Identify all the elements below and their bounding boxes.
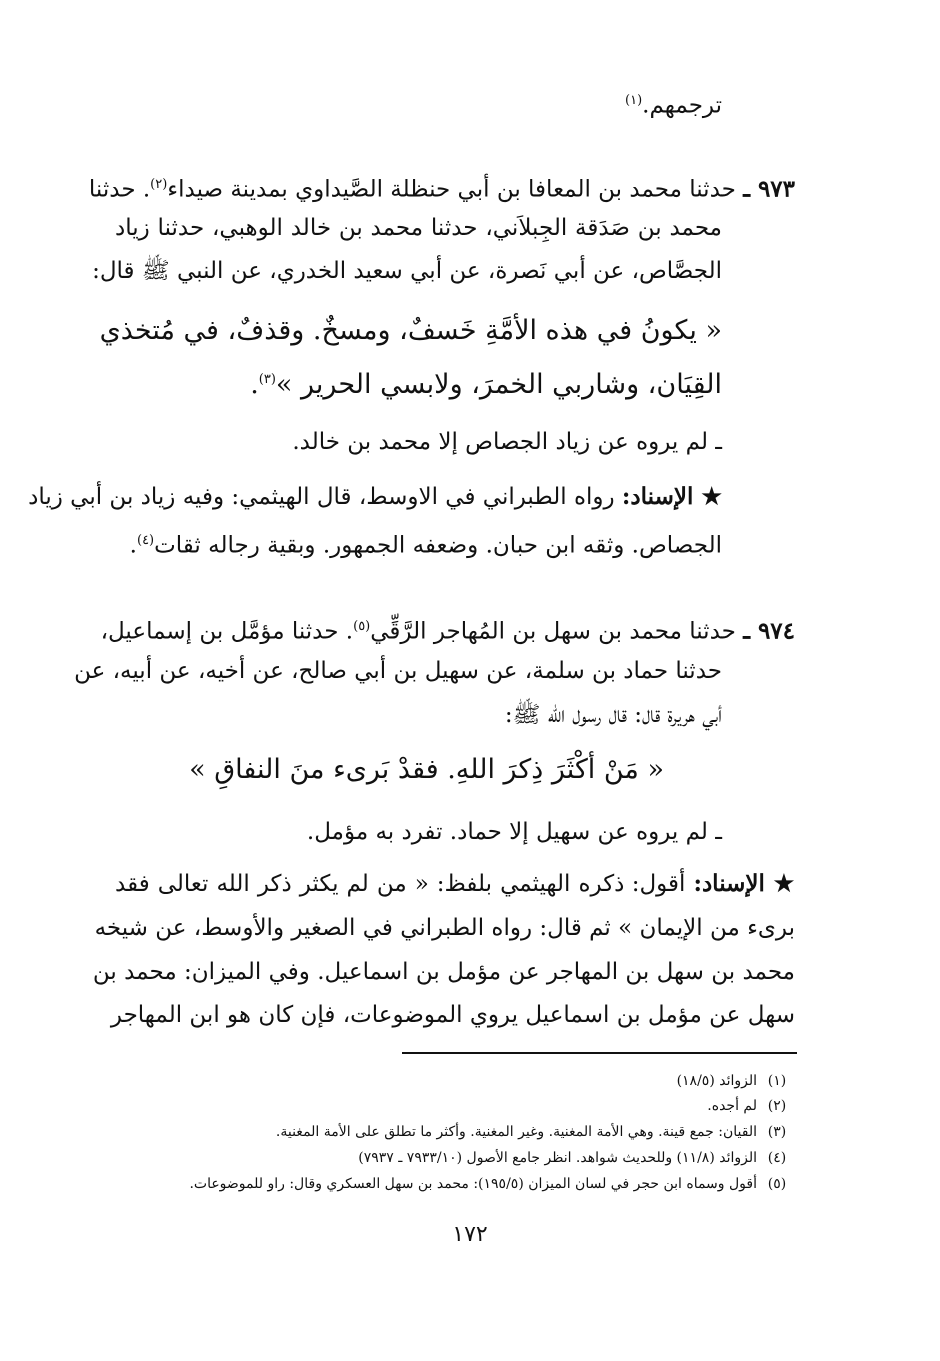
hadith-974-isnad-3: [92, 957, 795, 987]
hadith-974-line-2: [74, 656, 722, 686]
footnote-ref: (١): [625, 93, 643, 108]
isnad-text: الجصاص. وثقه ابن حبان. وضعفه الجمهور. وبقية رجاله ثقات: [154, 532, 722, 559]
matn-text: « يكونُ في هذه الأمَّةِ خَسفٌ، ومسخٌ. وقذفٌ، في مُتخذي: [99, 315, 722, 346]
footnote-number: (٢): [767, 1098, 787, 1114]
hadith-973-matn-2: [250, 363, 722, 402]
hadith-text: . حدثنا مؤمَّل بن إسماعيل،: [100, 618, 354, 645]
hadith-973-line-3: [92, 256, 722, 286]
hadith-number: ٩٧٣ ـ: [743, 175, 795, 203]
footnote-number: (٤): [767, 1150, 787, 1166]
footnote-text: لم أجده.: [707, 1098, 757, 1114]
page-number: ١٧٢: [452, 1222, 488, 1247]
hadith-text: حدثنا محمد بن المعافا بن أبي حنظلة الصَّيداوي بمدينة صيداء: [167, 176, 736, 203]
matn-text: « مَنْ أكْثَرَ ذِكرَ اللهِ. فقدْ بَرىء منَ النفاقِ »: [189, 754, 664, 785]
isnad-text: .: [129, 532, 137, 559]
hadith-973-line-2: [115, 213, 722, 243]
hadith-text: محمد بن صَدَقة الجِبلاَني، حدثنا محمد بن خالد الوهبي، حدثنا زياد: [115, 215, 722, 241]
hadith-text: حدثنا حماد بن سلمة، عن سهيل بن أبي صالح، عن أخيه، عن أبيه، عن: [74, 658, 722, 684]
hadith-974-note: [307, 817, 722, 847]
isnad-text: محمد بن سهل بن المهاجر عن مؤمل بن اسماعيل. وفي الميزان: محمد بن: [92, 959, 795, 985]
hadith-text: حدثنا محمد بن سهل بن المُهاجر الرَّقِّي: [370, 618, 736, 645]
footnote-text: أقول وسماه ابن حجر في لسان الميزان (١٩٥/٥): محمد بن سهل العسكري وقال: راو للموضوعات.: [189, 1176, 757, 1192]
hadith-974-line-1: [100, 612, 795, 647]
footnote-number: (١): [767, 1073, 787, 1089]
isnad-label: ★ الإسناد:: [693, 870, 795, 897]
hadith-974-line-3: [505, 700, 722, 730]
hadith-text: أبي هريرة قال: قال رسول الله ﷺ:: [504, 702, 722, 728]
isnad-text: رواه الطبراني في الاوسط، قال الهيثمي: وفيه زياد بن أبي زياد: [28, 484, 615, 510]
footnote-item: [677, 1072, 797, 1090]
matn-text: .: [250, 369, 259, 400]
continuation-text: ترجمهم.: [642, 92, 722, 119]
hadith-number: ٩٧٤ ـ: [743, 617, 795, 645]
footnote-item: [189, 1175, 797, 1193]
footnote-item: [358, 1149, 797, 1167]
note-text: ـ لم يروه عن زياد الجصاص إلا محمد بن خالد.: [292, 429, 722, 455]
hadith-974-matn: [189, 753, 664, 787]
continuation-line: [625, 86, 722, 121]
footnote-ref: (٣): [258, 372, 276, 387]
note-text: ـ لم يروه عن سهيل إلا حماد. تفرد به مؤمل.: [306, 819, 722, 845]
hadith-973-isnad-1: [28, 482, 722, 512]
footnote-text: القيان: جمع قينة. وهي الأمة المغنية. وغير المغنية. وأكثر ما تطلق على الأمة المغنية.: [275, 1124, 757, 1140]
footnote-text: الزوائد (١١/٨) وللحديث شواهد. انظر جامع الأصول (٧٩٣٣/١٠ ـ ٧٩٣٧): [358, 1150, 757, 1166]
footnote-separator: [402, 1052, 797, 1054]
matn-text: القِيَان، وشاربي الخمرَ، ولابسي الحرير »: [275, 369, 722, 400]
hadith-974-isnad-4: [110, 1000, 795, 1030]
footnote-ref: (٤): [136, 533, 155, 548]
isnad-label: ★ الإسناد:: [621, 483, 722, 510]
hadith-973-line-1: [88, 170, 795, 205]
isnad-text: أقول: ذكره الهيثمي بلفظ: « من لم يكثر ذكر الله تعالى فقد: [115, 871, 686, 897]
isnad-text: برىء من الإيمان » ثم قال: رواه الطبراني في الصغير والأوسط، عن شيخه: [94, 915, 795, 941]
footnote-ref: (٢): [150, 177, 168, 192]
footnote-text: الزوائد (١٨/٥): [676, 1073, 757, 1089]
hadith-text: الجصَّاص، عن أبي نَصرة، عن أبي سعيد الخدري، عن النبي ﷺ قال:: [92, 258, 722, 284]
hadith-973-isnad-2: [130, 526, 722, 561]
footnote-item: [707, 1097, 797, 1115]
hadith-text: . حدثنا: [88, 176, 151, 203]
hadith-973-note: [292, 427, 722, 457]
hadith-973-matn-1: [99, 314, 722, 348]
footnote-number: (٥): [767, 1176, 787, 1192]
footnote-item: [276, 1123, 797, 1141]
footnote-ref: (٥): [353, 619, 371, 634]
hadith-974-isnad-2: [94, 913, 795, 943]
hadith-974-isnad-1: [115, 869, 795, 899]
footnote-number: (٣): [767, 1124, 787, 1140]
isnad-text: سهل عن مؤمل بن اسماعيل يروي الموضوعات، فإن كان هو ابن المهاجر: [110, 1002, 795, 1028]
